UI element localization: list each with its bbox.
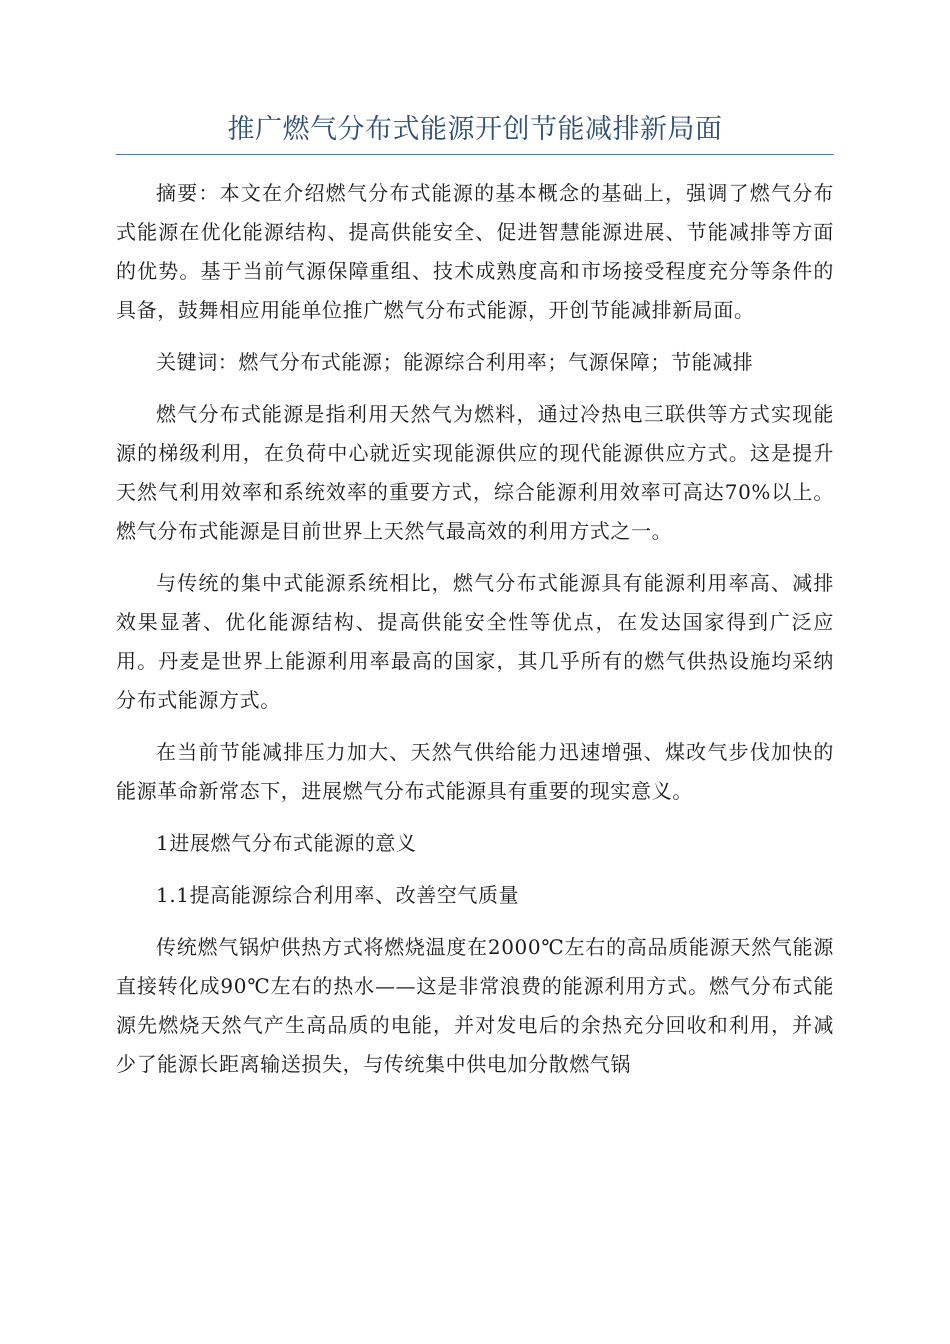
document-body bbox=[116, 174, 834, 1097]
section-heading: 1进展燃气分布式能源的意义 bbox=[156, 831, 417, 855]
body-paragraph: 在当前节能减排压力加大、天然气供给能力迅速增强、煤改气步伐加快的能源革命新常态下，进展燃气分布式能源具有重要的现实意义。 bbox=[116, 740, 834, 803]
abstract-paragraph: 摘要：本文在介绍燃气分布式能源的基本概念的基础上，强调了燃气分布式能源在优化能源结构、提高供能安全、促进智慧能源进展、节能减排等方面的优势。基于当前气源保障重组、技术成熟度高和市场接受程度充分等条件的具备，鼓舞相应用能单位推广燃气分布式能源，开创节能减排新局面。 bbox=[116, 181, 834, 322]
body-paragraph: 传统燃气锅炉供热方式将燃烧温度在2000℃左右的高品质能源天然气能源直接转化成90℃左右的热水——这是非常浪费的能源利用方式。燃气分布式能源先燃烧天然气产生高品质的电能，并对发电后的余热充分回收和利用，并减少了能源长距离输送损失，与传统集中供电加分散燃气锅 bbox=[116, 935, 834, 1076]
keywords-paragraph: 关键词：燃气分布式能源；能源综合利用率；气源保障；节能减排 bbox=[156, 350, 754, 374]
subsection-heading: 1.1提高能源综合利用率、改善空气质量 bbox=[156, 883, 520, 907]
body-paragraph: 燃气分布式能源是指利用天然气为燃料，通过冷热电三联供等方式实现能源的梯级利用，在负荷中心就近实现能源供应的现代能源供应方式。这是提升天然气利用效率和系统效率的重要方式，综合能源利用效率可高达70%以上。燃气分布式能源是目前世界上天然气最高效的利用方式之一。 bbox=[116, 402, 834, 543]
title-underline bbox=[116, 154, 834, 155]
body-paragraph: 与传统的集中式能源系统相比，燃气分布式能源具有能源利用率高、减排效果显著、优化能源结构、提高供能安全性等优点，在发达国家得到广泛应用。丹麦是世界上能源利用率最高的国家，其几乎所有的燃气供热设施均采纳分布式能源方式。 bbox=[116, 571, 834, 712]
document-title: 推广燃气分布式能源开创节能减排新局面 bbox=[227, 114, 723, 145]
